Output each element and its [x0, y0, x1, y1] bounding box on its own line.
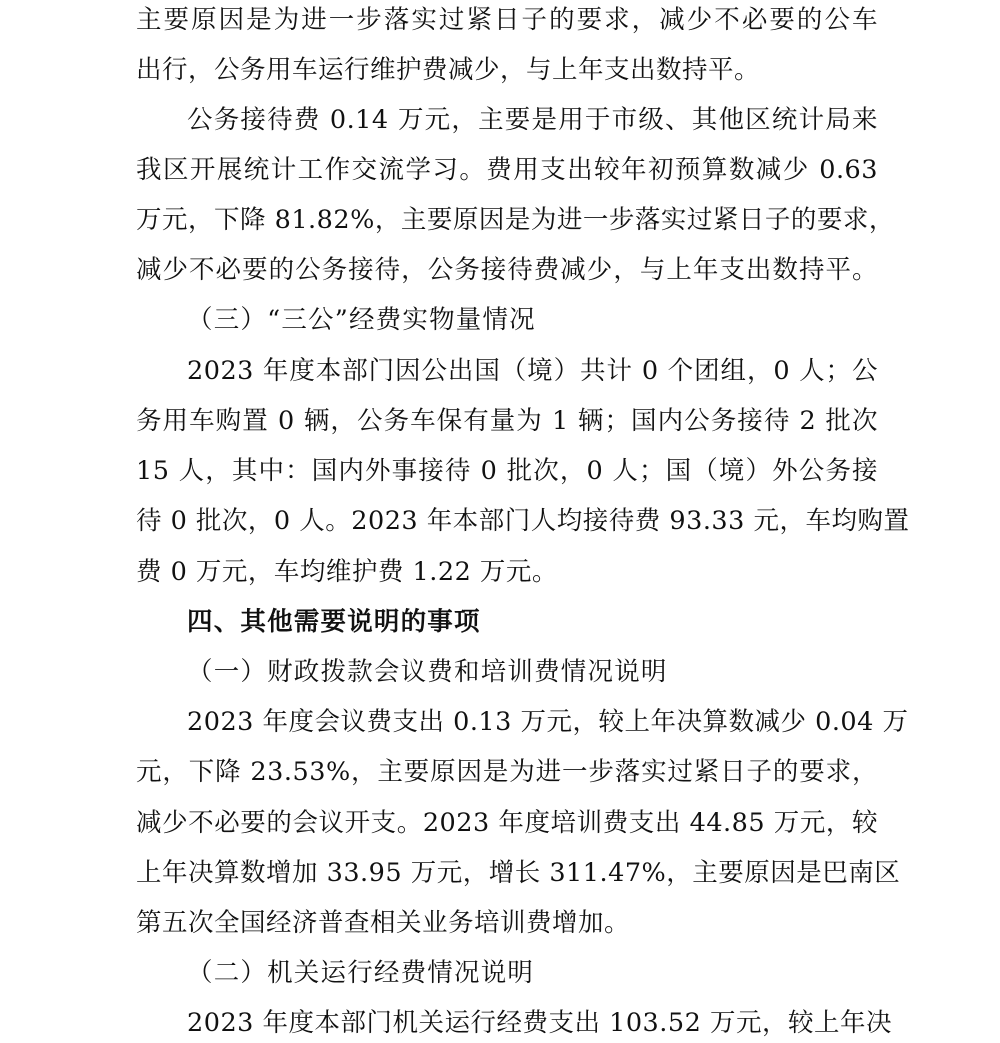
section-subheading: （二）机关运行经费情况说明 [187, 958, 535, 988]
text-line: 元，下降 23.53%，主要原因是为进一步落实过紧日子的要求， [136, 757, 878, 787]
text-line: 减少不必要的公务接待，公务接待费减少，与上年支出数持平。 [136, 255, 878, 285]
text-line: 15 人，其中：国内外事接待 0 批次，0 人；国（境）外公务接 [136, 456, 878, 486]
section-subheading: （一）财政拨款会议费和培训费情况说明 [187, 657, 668, 687]
text-line: 2023 年度会议费支出 0.13 万元，较上年决算数减少 0.04 万 [187, 707, 909, 737]
text-line: 公务接待费 0.14 万元，主要是用于市级、其他区统计局来 [187, 105, 878, 135]
section-heading: 四、其他需要说明的事项 [187, 607, 481, 637]
section-subheading: （三）“三公”经费实物量情况 [187, 305, 536, 335]
text-line: 费 0 万元，车均维护费 1.22 万元。 [136, 557, 558, 587]
text-line: 2023 年度本部门机关运行经费支出 103.52 万元，较上年决 [187, 1008, 892, 1038]
text-line: 万元，下降 81.82%，主要原因是为进一步落实过紧日子的要求， [136, 205, 895, 235]
text-line: 待 0 批次，0 人。2023 年本部门人均接待费 93.33 元，车均购置 [136, 506, 910, 536]
text-line: 减少不必要的会议开支。2023 年度培训费支出 44.85 万元，较 [136, 808, 878, 838]
text-line: 务用车购置 0 辆，公务车保有量为 1 辆；国内公务接待 2 批次 [136, 406, 878, 436]
text-line: 出行，公务用车运行维护费减少，与上年支出数持平。 [136, 55, 761, 85]
text-line: 第五次全国经济普查相关业务培训费增加。 [136, 908, 631, 938]
text-line: 2023 年度本部门因公出国（境）共计 0 个团组，0 人；公 [187, 356, 878, 386]
text-line: 主要原因是为进一步落实过紧日子的要求，减少不必要的公车 [136, 5, 878, 35]
text-line: 我区开展统计工作交流学习。费用支出较年初预算数减少 0.63 [136, 155, 878, 185]
text-line: 上年决算数增加 33.95 万元，增长 311.47%，主要原因是巴南区 [136, 858, 901, 888]
